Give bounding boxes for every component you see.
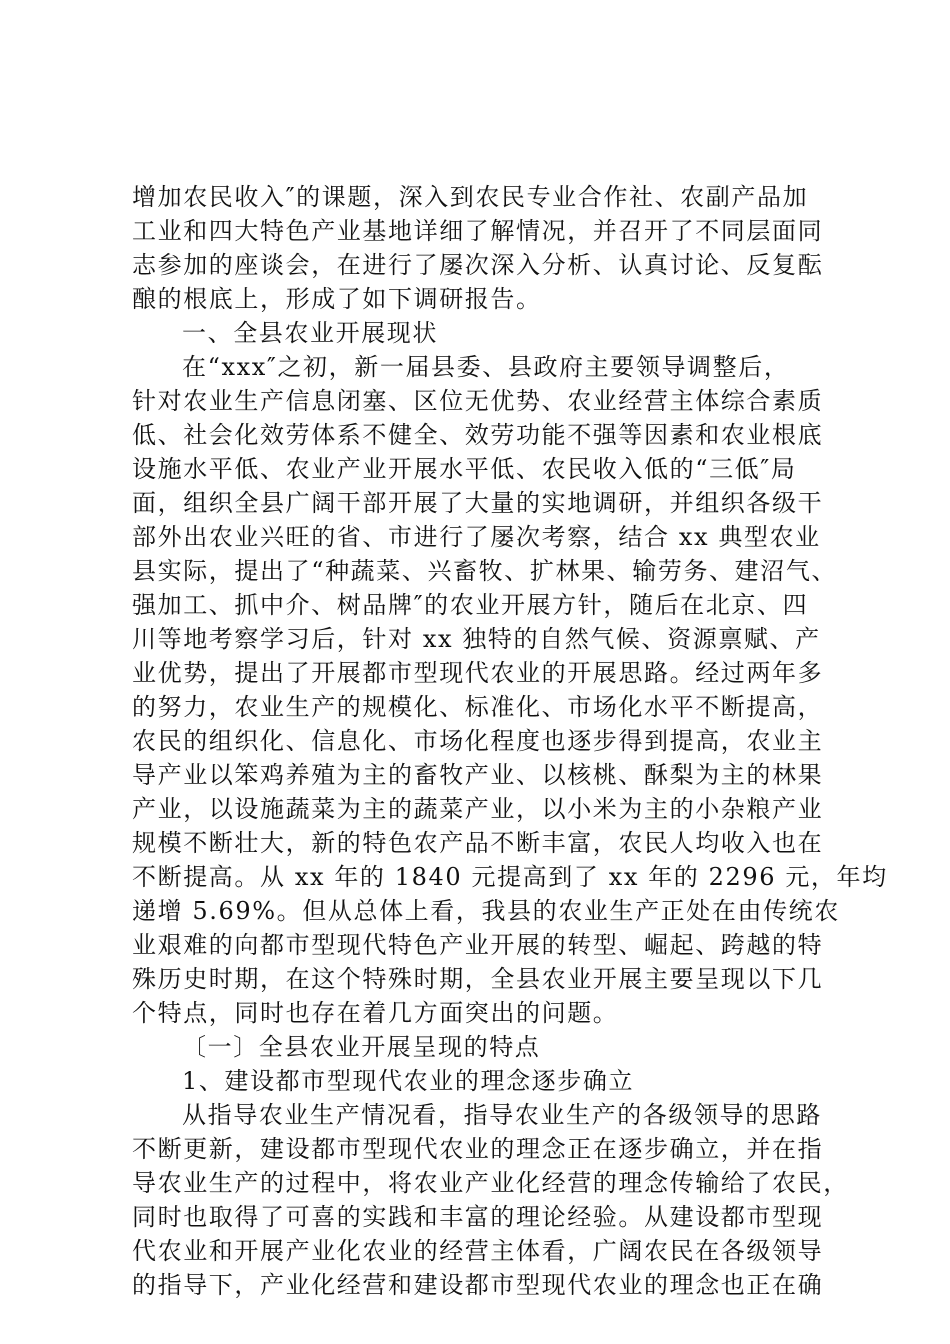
subsection-heading: 〔一〕全县农业开展呈现的特点 <box>182 1033 541 1061</box>
body-text-line: 设施水平低、农业产业开展水平低、农民收入低的“三低″局 <box>132 455 797 483</box>
body-text-line: 规模不断壮大，新的特色农产品不断丰富，农民人均收入也在 <box>132 829 824 857</box>
body-text-line: 殊历史时期，在这个特殊时期，全县农业开展主要呈现以下几 <box>132 965 824 993</box>
body-text-line: 不断提高。从 xx 年的 1840 元提高到了 xx 年的 2296 元，年均 <box>132 863 888 891</box>
body-text-line: 志参加的座谈会，在进行了屡次深入分析、认真讨论、反复酝 <box>132 251 824 279</box>
body-text-line: 面，组织全县广阔干部开展了大量的实地调研，并组织各级干 <box>132 489 824 517</box>
body-text-line: 导农业生产的过程中，将农业产业化经营的理念传输给了农民， <box>132 1169 849 1197</box>
body-text-line: 的努力，农业生产的规模化、标准化、市场化水平不断提高， <box>132 693 824 721</box>
subsection-heading: 1、建设都市型现代农业的理念逐步确立 <box>182 1067 635 1095</box>
body-text-line: 农民的组织化、信息化、市场化程度也逐步得到提高，农业主 <box>132 727 824 755</box>
body-text-line: 同时也取得了可喜的实践和丰富的理论经验。从建设都市型现 <box>132 1203 824 1231</box>
body-text-line: 部外出农业兴旺的省、市进行了屡次考察，结合 xx 典型农业 <box>132 523 821 551</box>
body-text-line: 代农业和开展产业化农业的经营主体看，广阔农民在各级领导 <box>132 1237 824 1265</box>
body-text-line: 不断更新，建设都市型现代农业的理念正在逐步确立，并在指 <box>132 1135 824 1163</box>
body-text-line: 增加农民收入″的课题，深入到农民专业合作社、农副产品加 <box>132 183 809 211</box>
body-text-line: 导产业以笨鸡养殖为主的畜牧产业、以核桃、酥梨为主的林果 <box>132 761 824 789</box>
body-text-line: 产业，以设施蔬菜为主的蔬菜产业，以小米为主的小杂粮产业 <box>132 795 824 823</box>
body-text-line: 的指导下，产业化经营和建设都市型现代农业的理念也正在确 <box>132 1271 824 1299</box>
body-text-line: 业优势，提出了开展都市型现代农业的开展思路。经过两年多 <box>132 659 824 687</box>
body-text-line: 递增 5.69%。但从总体上看，我县的农业生产正处在由传统农 <box>132 897 840 925</box>
section-heading: 一、全县农业开展现状 <box>182 319 438 347</box>
body-text-line: 酿的根底上，形成了如下调研报告。 <box>132 285 542 313</box>
paragraph-first-line: 从指导农业生产情况看，指导农业生产的各级领导的思路 <box>182 1101 822 1129</box>
body-text-line: 川等地考察学习后，针对 xx 独特的自然气候、资源禀赋、产 <box>132 625 821 653</box>
paragraph-first-line: 在“xxx″之初，新一届县委、县政府主要领导调整后， <box>182 353 790 381</box>
body-text-line: 工业和四大特色产业基地详细了解情况，并召开了不同层面同 <box>132 217 824 245</box>
body-text-line: 针对农业生产信息闭塞、区位无优势、农业经营主体综合素质 <box>132 387 824 415</box>
body-text-line: 个特点，同时也存在着几方面突出的问题。 <box>132 999 619 1027</box>
body-text-line: 业艰难的向都市型现代特色产业开展的转型、崛起、跨越的特 <box>132 931 824 959</box>
body-text-line: 强加工、抓中介、树品牌″的农业开展方针，随后在北京、四 <box>132 591 809 619</box>
body-text-line: 县实际，提出了“种蔬菜、兴畜牧、扩林果、输劳务、建沼气、 <box>132 557 838 585</box>
body-text-line: 低、社会化效劳体系不健全、效劳功能不强等因素和农业根底 <box>132 421 824 449</box>
